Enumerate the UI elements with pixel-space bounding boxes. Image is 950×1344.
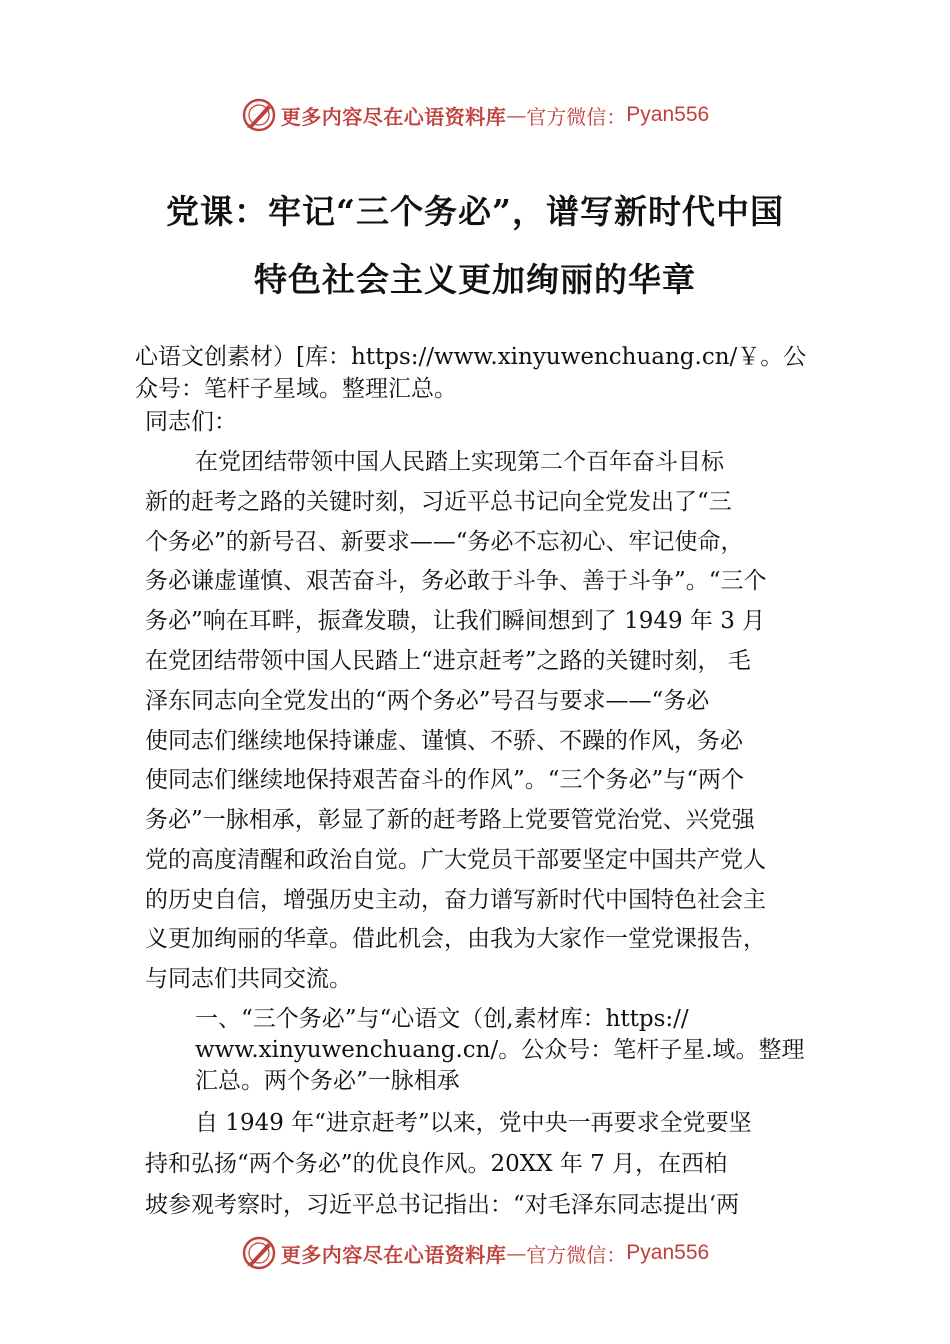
paragraph-line: 个务必”的新号召、新要求——“务必不忘初心、牢记使命， xyxy=(145,529,744,555)
pen-seal-logo-icon xyxy=(241,1235,277,1271)
section-heading-line: 汇总。两个务必”一脉相承 xyxy=(195,1068,460,1094)
watermark-main-text: 更多内容尽在心语资料库 xyxy=(280,1242,507,1267)
document-title-line-1: 党课：牢记“三个务必”，谱写新时代中国 xyxy=(166,192,784,231)
watermark-wechat-label: 官方微信： xyxy=(526,1242,627,1267)
watermark-header xyxy=(0,95,950,135)
watermark-footer xyxy=(0,1233,950,1273)
document-title-line-2: 特色社会主义更加绚丽的华章 xyxy=(254,260,696,299)
pen-seal-logo-icon xyxy=(241,97,277,133)
paragraph-line: 的历史自信，增强历史主动，奋力谱写新时代中国特色社会主 xyxy=(145,887,766,913)
watermark-wechat-id: Pyan556 xyxy=(626,1241,710,1264)
source-note-line: 心语文创素材）[库：https://www.xinyuwenchuang.cn/￥。公 xyxy=(135,344,807,370)
watermark-main-text: 更多内容尽在心语资料库 xyxy=(280,104,507,129)
watermark-wechat-label: 官方微信： xyxy=(526,104,627,129)
watermark-dash: — xyxy=(506,1241,527,1265)
paragraph-line: 义更加绚丽的华章。借此机会，由我为大家作一堂党课报告， xyxy=(145,926,766,952)
paragraph-line: 务必谦虚谨慎、艰苦奋斗，务必敢于斗争、善于斗争”。“三个 xyxy=(145,568,767,594)
section-heading-line: 一、“三个务必”与“心语文（创,素材库：https:// xyxy=(195,1006,689,1032)
paragraph-line: 务必”响在耳畔，振聋发聩，让我们瞬间想到了 1949 年 3 月 xyxy=(145,608,766,634)
paragraph-line: 使同志们继续地保持谦虚、谨慎、不骄、不躁的作风，务必 xyxy=(145,728,743,754)
paragraph-line: 务必”一脉相承，彰显了新的赶考路上党要管党治党、兴党强 xyxy=(145,807,755,833)
paragraph-line: 党的高度清醒和政治自觉。广大党员干部要坚定中国共产党人 xyxy=(145,847,766,873)
greeting-text: 同志们： xyxy=(145,409,237,435)
paragraph-line: 泽东同志向全党发出的“两个务必”号召与要求——“务必 xyxy=(145,688,710,714)
paragraph-line: 新的赶考之路的关键时刻，习近平总书记向全党发出了“三 xyxy=(145,489,732,515)
paragraph-line: 在党团结带领中国人民踏上“进京赶考”之路的关键时刻， 毛 xyxy=(145,648,751,674)
paragraph-line: 与同志们共同交流。 xyxy=(145,966,352,992)
watermark-wechat-id: Pyan556 xyxy=(626,103,710,126)
paragraph-line: 在党团结带领中国人民踏上实现第二个百年奋斗目标 xyxy=(195,449,724,475)
source-note-line: 众号：笔杆子星域。整理汇总。 xyxy=(135,376,457,402)
paragraph-line: 使同志们继续地保持艰苦奋斗的作风”。“三个务必”与“两个 xyxy=(145,767,745,793)
section-heading-line: www.xinyuwenchuang.cn/。公众号：笔杆子星.域。整理 xyxy=(195,1037,805,1063)
paragraph-line: 坡参观考察时，习近平总书记指出：“对毛泽东同志提出‘两 xyxy=(145,1192,740,1218)
paragraph-line: 持和弘扬“两个务必”的优良作风。20XX 年 7 月，在西柏 xyxy=(145,1151,728,1177)
watermark-dash: — xyxy=(506,103,527,127)
paragraph-line: 自 1949 年“进京赶考”以来，党中央一再要求全党要坚 xyxy=(195,1110,752,1136)
